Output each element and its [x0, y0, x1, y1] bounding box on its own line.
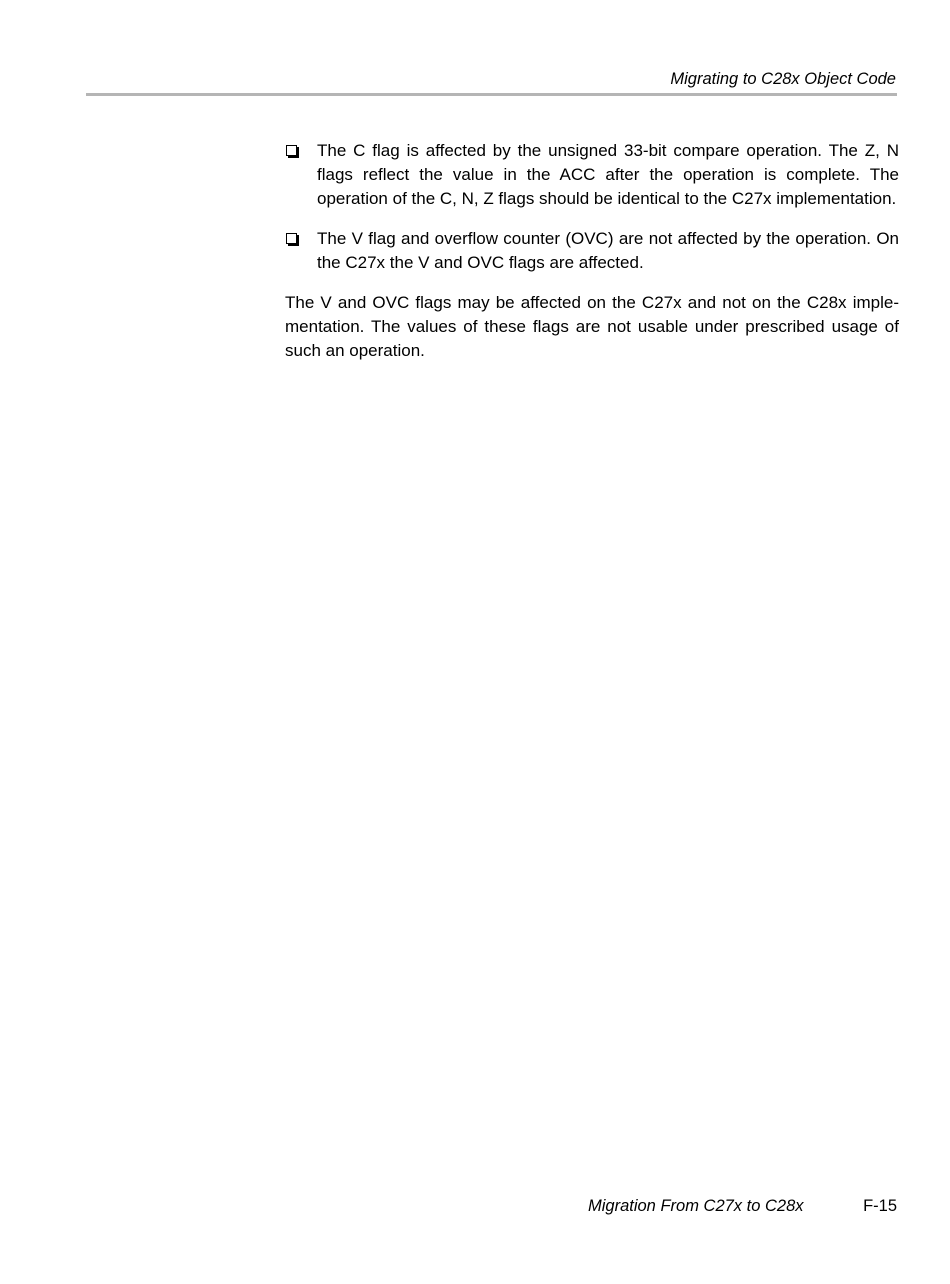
bullet-item — [285, 139, 899, 211]
main-content — [285, 139, 899, 363]
checkbox-bullet-icon — [286, 145, 297, 156]
bullet-item — [285, 227, 899, 275]
body-paragraph: The V and OVC flags may be affected on the C27x and not on the C28x implementation. The values of these flags are not usable under prescribed usage of such an operation. — [285, 293, 899, 360]
header-rule — [86, 93, 897, 96]
bullet-text: The C flag is affected by the unsigned 33-bit compare operation. The Z, N flags reflect the value in the ACC after the operation is complete. The operation of the C, N, Z flags should be identical to the C27x implementation. — [317, 141, 899, 208]
page-number: F-15 — [863, 1197, 897, 1215]
header-title: Migrating to C28x Object Code — [670, 70, 896, 88]
footer-title: Migration From C27x to C28x — [588, 1197, 804, 1215]
checkbox-bullet-icon — [286, 233, 297, 244]
bullet-text: The V flag and overflow counter (OVC) are not affected by the operation. On the C27x the V and OVC flags are affected. — [317, 229, 899, 272]
